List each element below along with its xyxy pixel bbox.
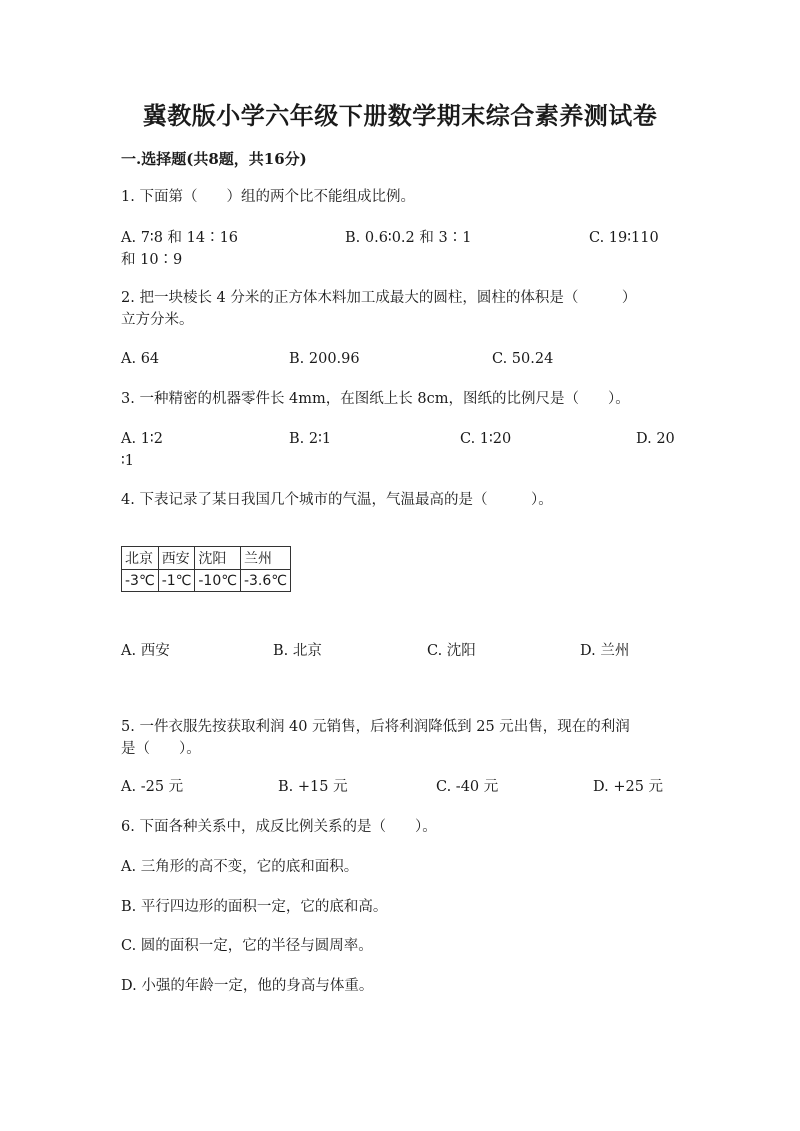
question-2-option-b: B. 200.96 xyxy=(289,351,360,367)
table-cell: -10℃ xyxy=(195,570,241,592)
table-row-cities xyxy=(122,547,291,570)
table-cell: 沈阳 xyxy=(195,547,241,570)
table-cell: -3.6℃ xyxy=(240,570,290,592)
question-6-option-b: B. 平行四边形的面积一定，它的底和高。 xyxy=(121,899,388,915)
question-2-stem: 2. 把一块棱长 4 分米的正方体木料加工成最大的圆柱，圆柱的体积是（ ） xyxy=(121,290,637,306)
question-6-stem: 6. 下面各种关系中，成反比例关系的是（ ）。 xyxy=(121,819,437,835)
question-3-stem: 3. 一种精密的机器零件长 4mm，在图纸上长 8cm，图纸的比例尺是（ ）。 xyxy=(121,391,630,407)
table-cell: -3℃ xyxy=(122,570,159,592)
question-1-option-c: C. 19∶110 xyxy=(589,230,659,246)
question-5-option-b: B. +15 元 xyxy=(278,779,348,795)
question-2-option-a: A. 64 xyxy=(121,351,160,367)
section-heading: 一.选择题(共8题，共16分) xyxy=(121,150,307,168)
question-2-option-c: C. 50.24 xyxy=(492,351,554,367)
page-title: 冀教版小学六年级下册数学期末综合素养测试卷 xyxy=(142,101,658,130)
question-6-option-a: A. 三角形的高不变，它的底和面积。 xyxy=(121,859,359,875)
question-6-option-c: C. 圆的面积一定，它的半径与圆周率。 xyxy=(121,938,373,954)
question-3-option-d: D. 20 xyxy=(636,431,675,447)
question-2-stem-continued: 立方分米。 xyxy=(121,312,194,328)
question-4-option-c: C. 沈阳 xyxy=(427,643,476,659)
table-cell: 兰州 xyxy=(240,547,290,570)
question-5-option-c: C. -40 元 xyxy=(436,779,499,795)
question-4-option-a: A. 西安 xyxy=(121,643,170,659)
question-3-option-a: A. 1∶2 xyxy=(121,431,163,447)
question-5-option-a: A. -25 元 xyxy=(121,779,184,795)
question-1-stem: 1. 下面第（ ）组的两个比不能组成比例。 xyxy=(121,189,415,205)
question-6-option-d: D. 小强的年龄一定，他的身高与体重。 xyxy=(121,978,374,994)
question-4-stem: 4. 下表记录了某日我国几个城市的气温，气温最高的是（ ）。 xyxy=(121,492,553,508)
table-cell: -1℃ xyxy=(158,570,195,592)
question-5-stem: 5. 一件衣服先按获取利润 40 元销售，后将利润降低到 25 元出售，现在的利润 xyxy=(121,719,630,735)
question-3-option-d-continued: ∶1 xyxy=(121,453,134,469)
table-row-temps xyxy=(122,570,291,592)
question-4-option-d: D. 兰州 xyxy=(580,643,630,659)
question-1-option-b: B. 0.6∶0.2 和 3∶1 xyxy=(345,230,472,246)
question-1-option-c-continued: 和 10∶9 xyxy=(121,252,183,268)
question-5-option-d: D. +25 元 xyxy=(593,779,664,795)
question-5-stem-continued: 是（ ）。 xyxy=(121,741,201,757)
question-3-option-c: C. 1∶20 xyxy=(460,431,512,447)
table-cell: 北京 xyxy=(122,547,159,570)
question-4-option-b: B. 北京 xyxy=(273,643,322,659)
question-1-option-a: A. 7∶8 和 14∶16 xyxy=(121,230,239,246)
question-3-option-b: B. 2∶1 xyxy=(289,431,332,447)
temperature-table xyxy=(121,546,291,592)
table-cell: 西安 xyxy=(158,547,195,570)
